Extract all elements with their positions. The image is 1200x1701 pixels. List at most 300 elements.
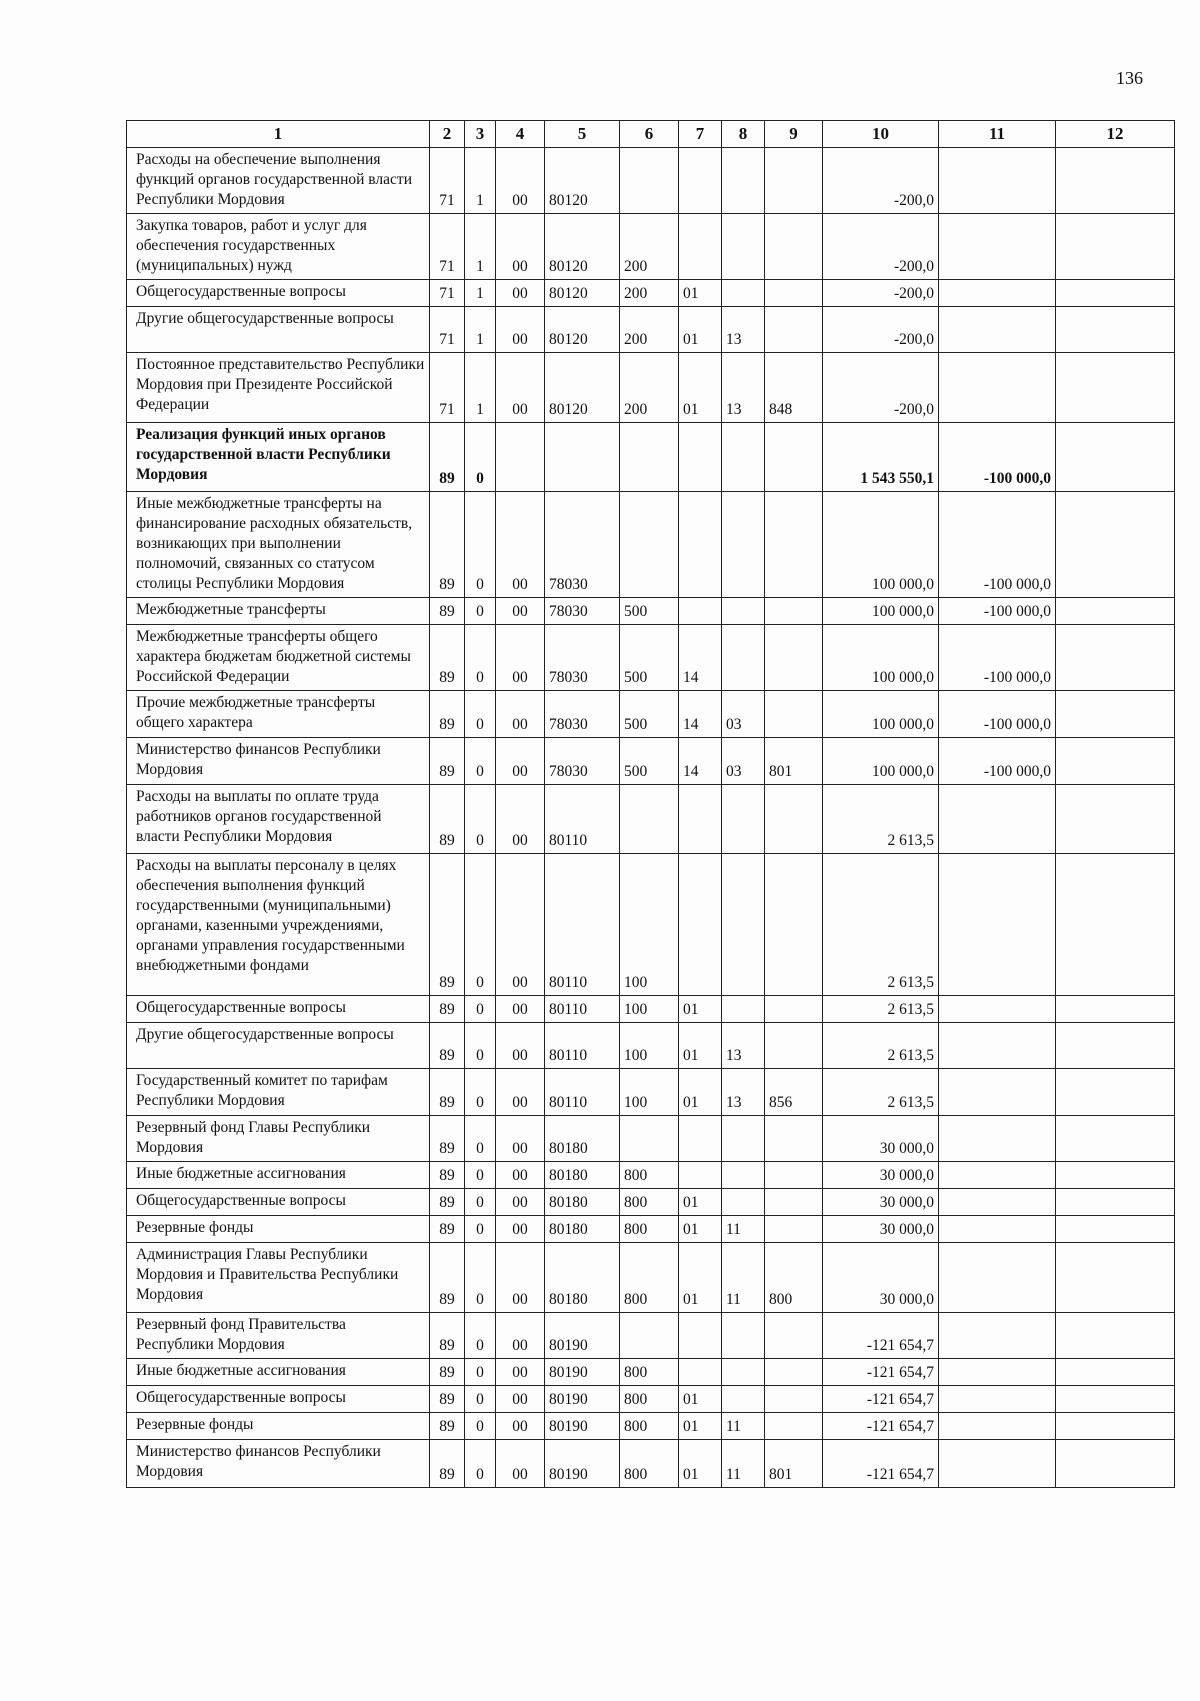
cell-col3: 0 (465, 1023, 496, 1069)
cell-col2: 89 (430, 1116, 465, 1162)
cell-col6 (620, 492, 679, 598)
cell-col7: 01 (679, 1023, 722, 1069)
cell-col5: 78030 (545, 625, 620, 691)
cell-col6: 800 (620, 1243, 679, 1313)
row-name: Министерство финансов Республики Мордовия (127, 1440, 430, 1488)
cell-col4: 00 (496, 738, 545, 785)
cell-col7 (679, 598, 722, 625)
cell-col6: 200 (620, 214, 679, 280)
cell-col8: 11 (722, 1413, 765, 1440)
cell-col5: 80120 (545, 214, 620, 280)
cell-col2: 71 (430, 307, 465, 353)
cell-col6: 500 (620, 691, 679, 738)
cell-col9 (765, 785, 823, 854)
cell-col12 (1056, 1189, 1175, 1216)
row-name: Общегосударственные вопросы (127, 1189, 430, 1216)
cell-col5: 78030 (545, 738, 620, 785)
cell-col11 (939, 1162, 1056, 1189)
row-name: Иные бюджетные ассигнования (127, 1359, 430, 1386)
cell-col6: 500 (620, 598, 679, 625)
cell-col2: 89 (430, 1243, 465, 1313)
table-row (127, 1162, 1175, 1189)
cell-col6: 200 (620, 353, 679, 423)
cell-col2: 89 (430, 1189, 465, 1216)
cell-col4: 00 (496, 1413, 545, 1440)
cell-col5: 78030 (545, 598, 620, 625)
cell-col5 (545, 423, 620, 492)
table-row (127, 1216, 1175, 1243)
cell-col12 (1056, 1313, 1175, 1359)
cell-col8: 13 (722, 1023, 765, 1069)
column-header: 7 (679, 121, 722, 148)
header-row (127, 121, 1175, 148)
cell-col8 (722, 854, 765, 996)
column-header: 5 (545, 121, 620, 148)
cell-col4: 00 (496, 854, 545, 996)
column-header: 4 (496, 121, 545, 148)
cell-col3: 1 (465, 307, 496, 353)
table-row (127, 996, 1175, 1023)
cell-col9: 801 (765, 1440, 823, 1488)
cell-col11 (939, 1116, 1056, 1162)
cell-col11: -100 000,0 (939, 492, 1056, 598)
cell-col9 (765, 1162, 823, 1189)
cell-col2: 89 (430, 1069, 465, 1116)
cell-col6: 100 (620, 1069, 679, 1116)
cell-col2: 89 (430, 854, 465, 996)
cell-col4: 00 (496, 1440, 545, 1488)
cell-col11: -100 000,0 (939, 738, 1056, 785)
cell-col9 (765, 214, 823, 280)
cell-col3: 0 (465, 1313, 496, 1359)
cell-col3: 1 (465, 148, 496, 214)
cell-col3: 0 (465, 492, 496, 598)
row-name: Иные межбюджетные трансферты на финансирование расходных обязательств, возникающих при выполнении полномочий, связанных со статусом столицы Республики Мордовия (127, 492, 430, 598)
cell-col10: 30 000,0 (823, 1116, 939, 1162)
table-row (127, 1313, 1175, 1359)
cell-col10: 100 000,0 (823, 691, 939, 738)
cell-col2: 89 (430, 1162, 465, 1189)
cell-col10: 2 613,5 (823, 996, 939, 1023)
cell-col10: 30 000,0 (823, 1243, 939, 1313)
cell-col12 (1056, 1162, 1175, 1189)
cell-col9 (765, 1023, 823, 1069)
cell-col10: 30 000,0 (823, 1162, 939, 1189)
cell-col5: 80120 (545, 148, 620, 214)
cell-col2: 89 (430, 598, 465, 625)
table-row (127, 738, 1175, 785)
cell-col7: 01 (679, 1216, 722, 1243)
cell-col4: 00 (496, 214, 545, 280)
cell-col3: 0 (465, 1413, 496, 1440)
cell-col7 (679, 1313, 722, 1359)
cell-col8: 11 (722, 1216, 765, 1243)
table-row (127, 280, 1175, 307)
cell-col6: 800 (620, 1216, 679, 1243)
cell-col2: 89 (430, 1359, 465, 1386)
cell-col8 (722, 280, 765, 307)
table-row (127, 492, 1175, 598)
cell-col9 (765, 1216, 823, 1243)
cell-col7: 01 (679, 996, 722, 1023)
column-header: 8 (722, 121, 765, 148)
cell-col12 (1056, 1359, 1175, 1386)
cell-col5: 80120 (545, 280, 620, 307)
cell-col5: 80180 (545, 1189, 620, 1216)
cell-col4: 00 (496, 625, 545, 691)
cell-col2: 89 (430, 1313, 465, 1359)
row-name: Закупка товаров, работ и услуг для обеспечения государственных (муниципальных) нужд (127, 214, 430, 280)
cell-col6: 800 (620, 1162, 679, 1189)
row-name: Межбюджетные трансферты общего характера бюджетам бюджетной системы Российской Федерации (127, 625, 430, 691)
cell-col10: 2 613,5 (823, 785, 939, 854)
row-name: Межбюджетные трансферты (127, 598, 430, 625)
cell-col11 (939, 1413, 1056, 1440)
row-name: Резервный фонд Главы Республики Мордовия (127, 1116, 430, 1162)
cell-col2: 89 (430, 1023, 465, 1069)
table-row (127, 691, 1175, 738)
cell-col8 (722, 996, 765, 1023)
column-header: 6 (620, 121, 679, 148)
cell-col6 (620, 423, 679, 492)
cell-col3: 0 (465, 1162, 496, 1189)
cell-col5: 80190 (545, 1359, 620, 1386)
cell-col11 (939, 785, 1056, 854)
table-row (127, 307, 1175, 353)
cell-col4: 00 (496, 1189, 545, 1216)
cell-col12 (1056, 854, 1175, 996)
column-header: 10 (823, 121, 939, 148)
cell-col6 (620, 148, 679, 214)
cell-col11 (939, 148, 1056, 214)
cell-col9 (765, 625, 823, 691)
cell-col6: 800 (620, 1189, 679, 1216)
cell-col6 (620, 1313, 679, 1359)
cell-col11 (939, 854, 1056, 996)
cell-col9 (765, 423, 823, 492)
cell-col9 (765, 1386, 823, 1413)
cell-col8: 03 (722, 738, 765, 785)
table-row (127, 598, 1175, 625)
cell-col3: 1 (465, 214, 496, 280)
row-name: Резервные фонды (127, 1216, 430, 1243)
cell-col12 (1056, 996, 1175, 1023)
cell-col10: -200,0 (823, 353, 939, 423)
cell-col10: -121 654,7 (823, 1359, 939, 1386)
cell-col3: 0 (465, 691, 496, 738)
cell-col3: 0 (465, 1386, 496, 1413)
cell-col4: 00 (496, 691, 545, 738)
cell-col7: 01 (679, 353, 722, 423)
cell-col8: 13 (722, 353, 765, 423)
cell-col9 (765, 996, 823, 1023)
cell-col2: 89 (430, 738, 465, 785)
cell-col3: 0 (465, 423, 496, 492)
cell-col8: 13 (722, 1069, 765, 1116)
cell-col2: 71 (430, 353, 465, 423)
cell-col10: -121 654,7 (823, 1413, 939, 1440)
cell-col11 (939, 353, 1056, 423)
cell-col11 (939, 1069, 1056, 1116)
cell-col11 (939, 1359, 1056, 1386)
cell-col10: -200,0 (823, 307, 939, 353)
cell-col11 (939, 1023, 1056, 1069)
cell-col12 (1056, 148, 1175, 214)
cell-col4: 00 (496, 1386, 545, 1413)
row-name: Иные бюджетные ассигнования (127, 1162, 430, 1189)
cell-col3: 0 (465, 625, 496, 691)
table-row (127, 353, 1175, 423)
cell-col10: 100 000,0 (823, 492, 939, 598)
cell-col4: 00 (496, 353, 545, 423)
cell-col9: 801 (765, 738, 823, 785)
cell-col10: 100 000,0 (823, 598, 939, 625)
cell-col5: 80110 (545, 785, 620, 854)
cell-col8 (722, 148, 765, 214)
cell-col9 (765, 492, 823, 598)
cell-col12 (1056, 1023, 1175, 1069)
cell-col4: 00 (496, 996, 545, 1023)
cell-col3: 1 (465, 280, 496, 307)
cell-col7: 01 (679, 307, 722, 353)
cell-col8 (722, 785, 765, 854)
cell-col12 (1056, 625, 1175, 691)
cell-col5: 80180 (545, 1162, 620, 1189)
cell-col11 (939, 1189, 1056, 1216)
cell-col8 (722, 1359, 765, 1386)
cell-col11 (939, 280, 1056, 307)
page-number: 136 (1116, 68, 1143, 88)
cell-col10: 2 613,5 (823, 1069, 939, 1116)
table-row (127, 148, 1175, 214)
cell-col5: 80110 (545, 1023, 620, 1069)
cell-col3: 0 (465, 1440, 496, 1488)
row-name: Другие общегосударственные вопросы (127, 1023, 430, 1069)
row-name: Резервные фонды (127, 1413, 430, 1440)
cell-col8: 11 (722, 1243, 765, 1313)
cell-col7: 01 (679, 1413, 722, 1440)
cell-col12 (1056, 598, 1175, 625)
cell-col10: 30 000,0 (823, 1189, 939, 1216)
cell-col4: 00 (496, 598, 545, 625)
cell-col7: 14 (679, 625, 722, 691)
cell-col7: 14 (679, 691, 722, 738)
cell-col12 (1056, 1413, 1175, 1440)
table-row (127, 1116, 1175, 1162)
row-name: Общегосударственные вопросы (127, 996, 430, 1023)
cell-col6: 100 (620, 1023, 679, 1069)
cell-col3: 0 (465, 1216, 496, 1243)
cell-col7 (679, 1359, 722, 1386)
cell-col10: 30 000,0 (823, 1216, 939, 1243)
table-row (127, 625, 1175, 691)
cell-col12 (1056, 691, 1175, 738)
cell-col9 (765, 307, 823, 353)
cell-col11: -100 000,0 (939, 625, 1056, 691)
cell-col5: 80110 (545, 996, 620, 1023)
cell-col8: 11 (722, 1440, 765, 1488)
cell-col7 (679, 492, 722, 598)
cell-col11: -100 000,0 (939, 423, 1056, 492)
cell-col3: 0 (465, 785, 496, 854)
table-row (127, 1243, 1175, 1313)
cell-col8 (722, 598, 765, 625)
row-name: Расходы на выплаты по оплате труда работников органов государственной власти Республики Мордовия (127, 785, 430, 854)
table-row (127, 1440, 1175, 1488)
cell-col10: 2 613,5 (823, 1023, 939, 1069)
cell-col5: 78030 (545, 691, 620, 738)
cell-col6: 200 (620, 307, 679, 353)
cell-col3: 0 (465, 1243, 496, 1313)
cell-col11 (939, 1243, 1056, 1313)
table-row (127, 1386, 1175, 1413)
cell-col4: 00 (496, 1243, 545, 1313)
column-header: 2 (430, 121, 465, 148)
cell-col6: 500 (620, 625, 679, 691)
cell-col3: 0 (465, 738, 496, 785)
cell-col4: 00 (496, 492, 545, 598)
cell-col9 (765, 598, 823, 625)
table-row (127, 214, 1175, 280)
cell-col11: -100 000,0 (939, 691, 1056, 738)
cell-col12 (1056, 785, 1175, 854)
cell-col12 (1056, 1116, 1175, 1162)
cell-col5: 80190 (545, 1386, 620, 1413)
cell-col6: 800 (620, 1440, 679, 1488)
cell-col10: 1 543 550,1 (823, 423, 939, 492)
cell-col5: 78030 (545, 492, 620, 598)
cell-col9 (765, 280, 823, 307)
cell-col12 (1056, 492, 1175, 598)
row-name: Другие общегосударственные вопросы (127, 307, 430, 353)
table-row (127, 854, 1175, 996)
cell-col9: 848 (765, 353, 823, 423)
cell-col2: 89 (430, 1440, 465, 1488)
cell-col12 (1056, 307, 1175, 353)
cell-col10: -200,0 (823, 280, 939, 307)
cell-col9 (765, 148, 823, 214)
cell-col4: 00 (496, 1162, 545, 1189)
cell-col7 (679, 785, 722, 854)
column-header: 11 (939, 121, 1056, 148)
cell-col5: 80190 (545, 1440, 620, 1488)
cell-col12 (1056, 738, 1175, 785)
cell-col3: 0 (465, 996, 496, 1023)
cell-col4: 00 (496, 307, 545, 353)
cell-col6: 800 (620, 1386, 679, 1413)
row-name: Расходы на обеспечение выполнения функций органов государственной власти Республики Мордовия (127, 148, 430, 214)
cell-col9 (765, 1189, 823, 1216)
cell-col11 (939, 1440, 1056, 1488)
cell-col9: 800 (765, 1243, 823, 1313)
cell-col7: 01 (679, 1243, 722, 1313)
table-row (127, 423, 1175, 492)
cell-col8 (722, 1116, 765, 1162)
cell-col11 (939, 1386, 1056, 1413)
cell-col10: -200,0 (823, 148, 939, 214)
cell-col12 (1056, 1069, 1175, 1116)
column-header: 9 (765, 121, 823, 148)
cell-col4: 00 (496, 1116, 545, 1162)
cell-col3: 0 (465, 1069, 496, 1116)
row-name: Общегосударственные вопросы (127, 1386, 430, 1413)
cell-col9 (765, 854, 823, 996)
budget-table (126, 120, 1175, 1488)
cell-col11 (939, 307, 1056, 353)
cell-col12 (1056, 1216, 1175, 1243)
cell-col6: 100 (620, 854, 679, 996)
row-name: Расходы на выплаты персоналу в целях обеспечения выполнения функций государственными (муниципальными) органами, казенными учреждениями, органами управления государственными внебюджетными фондами (127, 854, 430, 996)
cell-col2: 71 (430, 214, 465, 280)
cell-col5: 80180 (545, 1116, 620, 1162)
cell-col7: 01 (679, 1440, 722, 1488)
cell-col8 (722, 1313, 765, 1359)
cell-col2: 71 (430, 280, 465, 307)
cell-col2: 71 (430, 148, 465, 214)
cell-col5: 80120 (545, 307, 620, 353)
cell-col10: -121 654,7 (823, 1440, 939, 1488)
cell-col10: -121 654,7 (823, 1313, 939, 1359)
row-name: Администрация Главы Республики Мордовия и Правительства Республики Мордовия (127, 1243, 430, 1313)
cell-col9 (765, 691, 823, 738)
cell-col3: 0 (465, 854, 496, 996)
row-name: Общегосударственные вопросы (127, 280, 430, 307)
cell-col12 (1056, 1440, 1175, 1488)
column-header: 1 (127, 121, 430, 148)
cell-col4: 00 (496, 148, 545, 214)
cell-col4: 00 (496, 785, 545, 854)
cell-col4: 00 (496, 280, 545, 307)
cell-col12 (1056, 214, 1175, 280)
table-body (127, 148, 1175, 1488)
cell-col7 (679, 214, 722, 280)
table-row (127, 1023, 1175, 1069)
table-row (127, 785, 1175, 854)
cell-col11 (939, 1216, 1056, 1243)
cell-col5: 80180 (545, 1243, 620, 1313)
cell-col8 (722, 492, 765, 598)
cell-col8 (722, 625, 765, 691)
cell-col7 (679, 1162, 722, 1189)
cell-col9 (765, 1313, 823, 1359)
cell-col4: 00 (496, 1023, 545, 1069)
cell-col12 (1056, 423, 1175, 492)
cell-col8 (722, 1386, 765, 1413)
cell-col2: 89 (430, 492, 465, 598)
cell-col2: 89 (430, 691, 465, 738)
cell-col3: 0 (465, 1189, 496, 1216)
column-header: 3 (465, 121, 496, 148)
row-name: Прочие межбюджетные трансферты общего характера (127, 691, 430, 738)
cell-col8 (722, 1162, 765, 1189)
cell-col12 (1056, 1386, 1175, 1413)
cell-col11 (939, 996, 1056, 1023)
row-name: Резервный фонд Правительства Республики Мордовия (127, 1313, 430, 1359)
cell-col10: 2 613,5 (823, 854, 939, 996)
cell-col6: 100 (620, 996, 679, 1023)
cell-col11: -100 000,0 (939, 598, 1056, 625)
cell-col2: 89 (430, 423, 465, 492)
cell-col2: 89 (430, 1413, 465, 1440)
cell-col8: 03 (722, 691, 765, 738)
row-name: Постоянное представительство Республики Мордовия при Президенте Российской Федерации (127, 353, 430, 423)
table-row (127, 1069, 1175, 1116)
cell-col3: 0 (465, 1116, 496, 1162)
cell-col7: 01 (679, 1069, 722, 1116)
cell-col7: 01 (679, 1189, 722, 1216)
cell-col2: 89 (430, 785, 465, 854)
cell-col8 (722, 1189, 765, 1216)
